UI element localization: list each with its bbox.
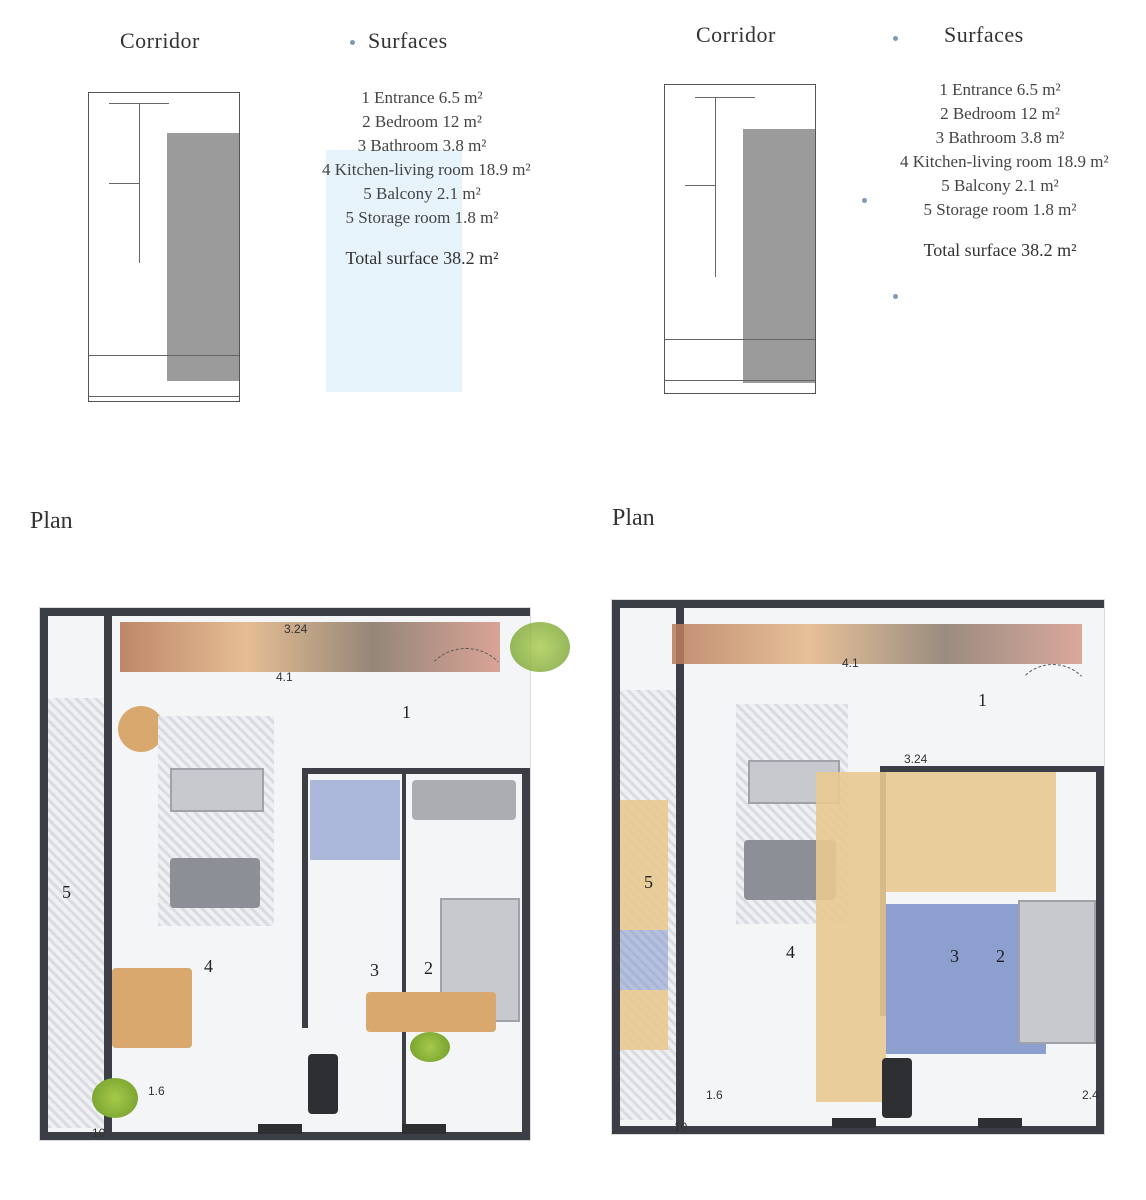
plan-label-right: Plan	[612, 505, 655, 531]
window-marker	[832, 1118, 876, 1128]
total-surface-right: Total surface 38.2 m²	[923, 240, 1077, 260]
dimension-label: 1.6	[148, 1084, 165, 1098]
room-entry: 5 Balcony 2.1 m²	[363, 184, 481, 203]
storage	[308, 1054, 338, 1114]
room-entry: 5 Storage room 1.8 m²	[923, 200, 1077, 219]
zone-highlight-kitchen	[816, 772, 1056, 892]
balcony-highlight	[620, 800, 668, 930]
dimension-label: 3.24	[904, 752, 928, 766]
wall	[1096, 766, 1104, 1134]
room-entry: 3 Bathroom 3.8 m²	[935, 128, 1065, 147]
heading-dot	[350, 40, 355, 45]
heading-surfaces-left: Surfaces	[368, 28, 448, 53]
room-entry: 4 Kitchen-living room 18.9 m²	[900, 152, 1109, 171]
wall	[612, 600, 620, 1134]
dimension-label: 10	[92, 1126, 106, 1140]
dimension-label: 4.1	[276, 670, 293, 684]
wall	[522, 768, 530, 1140]
bathroom-fixture	[1018, 900, 1096, 1044]
plant	[410, 1032, 450, 1062]
window-marker	[258, 1124, 302, 1134]
wall	[40, 608, 530, 616]
plan-label-left: Plan	[30, 508, 73, 534]
heading-surfaces-right: Surfaces	[944, 22, 1024, 47]
plant	[510, 622, 570, 672]
kitchen-shelf	[672, 624, 1082, 664]
floor-plan-right[interactable]	[612, 600, 1104, 1134]
room-number: 3	[950, 946, 959, 966]
heading-corridor-right: Corridor	[696, 22, 776, 47]
room-entry: 3 Bathroom 3.8 m²	[357, 136, 487, 155]
corridor-thumbnail-right[interactable]	[664, 84, 816, 394]
room-number: 4	[786, 942, 795, 962]
wall	[104, 608, 112, 1140]
room-number: 4	[204, 956, 213, 976]
wall	[302, 768, 530, 774]
balcony-highlight-blue	[620, 930, 668, 990]
wall	[302, 768, 308, 1028]
wall	[40, 608, 48, 1140]
storage	[882, 1058, 912, 1118]
room-entry: 5 Balcony 2.1 m²	[941, 176, 1059, 195]
room-number: 2	[996, 946, 1005, 966]
room-entry: 5 Storage room 1.8 m²	[345, 208, 499, 227]
wall	[402, 774, 406, 1134]
room-entry: 2 Bedroom 12 m²	[940, 104, 1060, 123]
total-dot	[893, 294, 898, 299]
thumb-shaded-area	[167, 133, 239, 381]
bedroom-desk	[412, 780, 516, 820]
room-number: 3	[370, 960, 379, 980]
wall	[612, 600, 1104, 608]
zone-highlight-living	[816, 892, 886, 1102]
dimension-label: 1.6	[706, 1088, 723, 1102]
total-surface-left: Total surface 38.2 m²	[345, 248, 499, 268]
dimension-label: 4.1	[842, 656, 859, 670]
wall	[676, 600, 684, 1134]
heading-dot	[893, 36, 898, 41]
bathroom-cabinet	[366, 992, 496, 1032]
room-number: 1	[402, 702, 411, 722]
table	[112, 968, 192, 1048]
plant	[92, 1078, 138, 1118]
window-marker	[978, 1118, 1022, 1128]
room-entry: 4 Kitchen-living room 18.9 m²	[322, 160, 531, 179]
balcony-floor	[48, 698, 104, 1128]
room-number: 5	[62, 882, 71, 902]
dimension-label: 10	[674, 1120, 688, 1134]
door-swing	[1012, 664, 1094, 746]
room-entry: 1 Entrance 6.5 m²	[939, 80, 1061, 99]
corridor-thumbnail-left[interactable]	[88, 92, 240, 402]
dimension-label: 3.24	[284, 622, 308, 636]
room-entry: 2 Bedroom 12 m²	[362, 112, 482, 131]
heading-corridor-left: Corridor	[120, 28, 200, 53]
list-dot	[862, 198, 867, 203]
dimension-label: 2.4	[1082, 1088, 1099, 1102]
armchair	[170, 858, 260, 908]
window-marker	[402, 1124, 446, 1134]
room-number: 2	[424, 958, 433, 978]
balcony-highlight	[620, 990, 668, 1050]
bedroom-bed	[310, 780, 400, 860]
room-entry: 1 Entrance 6.5 m²	[361, 88, 483, 107]
room-number: 1	[978, 690, 987, 710]
room-list-left	[322, 88, 531, 269]
sofa	[170, 768, 264, 812]
room-number: 5	[644, 872, 653, 892]
room-list-right	[900, 80, 1109, 261]
door-swing	[420, 648, 512, 740]
floor-plan-left[interactable]	[40, 608, 530, 1140]
